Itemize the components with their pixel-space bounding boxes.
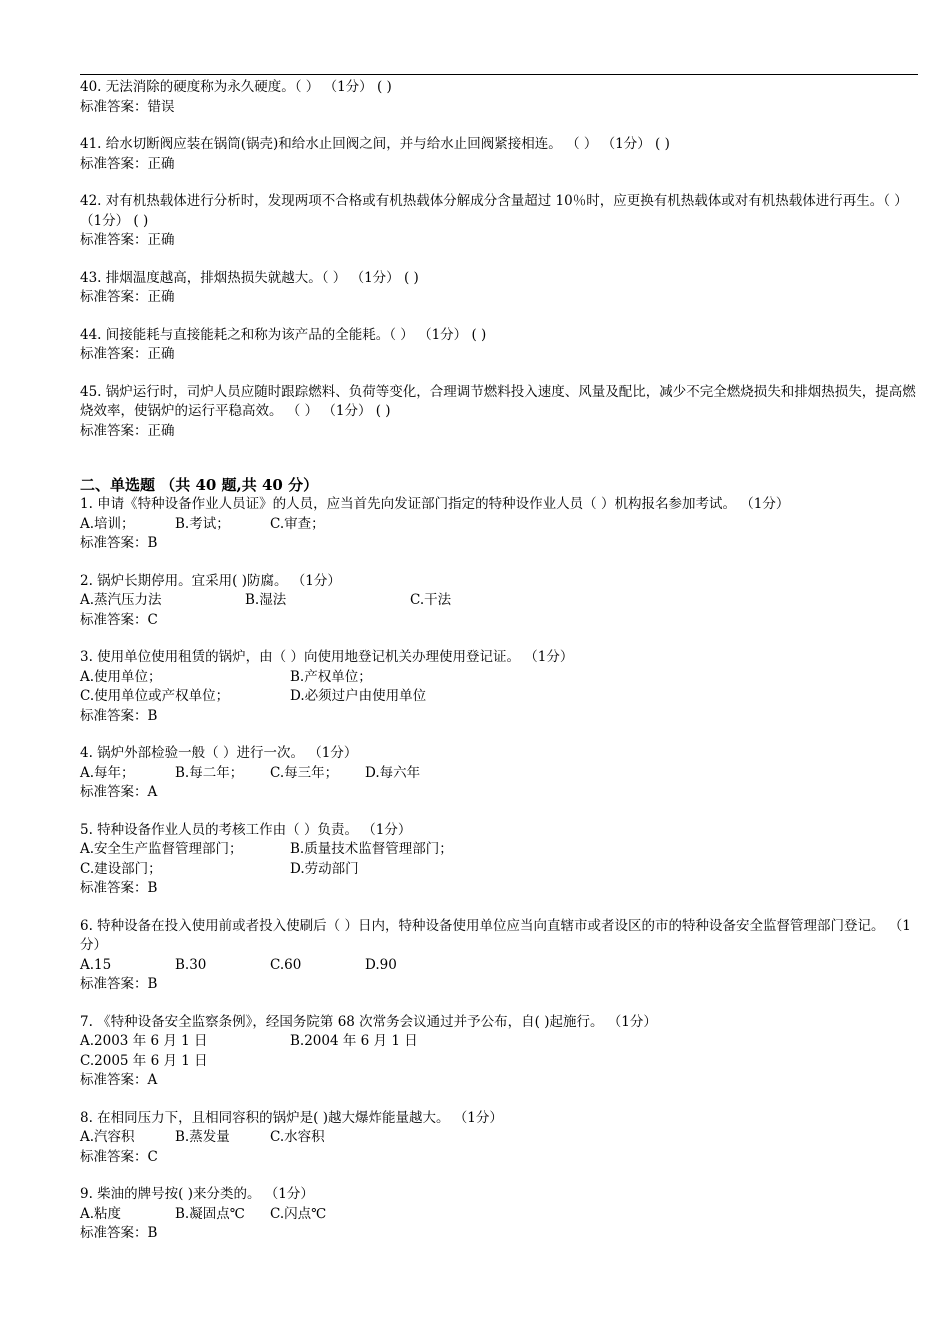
option-row	[80, 840, 918, 860]
standard-answer: 标准答案：错误	[80, 98, 175, 115]
standard-answer: 标准答案：C	[80, 611, 158, 628]
standard-answer: 标准答案：正确	[80, 422, 175, 439]
option: B.湿法	[245, 592, 287, 608]
judge-question	[80, 383, 918, 442]
judge-question	[80, 269, 918, 308]
option-row	[80, 1205, 918, 1225]
question-text: 44. 间接能耗与直接能耗之和称为该产品的全能耗。（ ） （1分） ( )	[80, 326, 487, 343]
standard-answer: 标准答案：B	[80, 535, 158, 551]
option: D.90	[365, 956, 397, 973]
option: A.15	[80, 956, 112, 973]
choice-question	[80, 495, 918, 554]
judge-question	[80, 78, 918, 117]
question-text: 4. 锅炉外部检验一般（ ）进行一次。 （1分）	[80, 745, 358, 761]
option: B.考试；	[175, 515, 230, 532]
choice-question	[80, 917, 918, 995]
option-row	[80, 956, 918, 976]
option: C.干法	[410, 592, 452, 608]
question-text: 6. 特种设备在投入使用前或者投入使刷后（ ）日内，特种设备使用单位应当向直辖市或者设区的市的特种设备安全监督管理部门登记。 （1分）	[80, 917, 911, 953]
option-row	[80, 1032, 918, 1052]
option-row	[80, 1052, 918, 1072]
question-text: 45. 锅炉运行时，司炉人员应随时跟踪燃料、负荷等变化，合理调节燃料投入速度、风量及配比，减少不完全燃烧损失和排烟热损失，提高燃烧效率，使锅炉的运行平稳高效。 （ ） （1分） ( )	[80, 383, 916, 419]
option-row	[80, 515, 918, 535]
standard-answer: 标准答案：正确	[80, 346, 175, 362]
judge-question-list	[80, 78, 918, 441]
option: C.建设部门；	[80, 860, 162, 877]
option: A.培训；	[80, 515, 135, 532]
option: D.每六年	[365, 764, 421, 781]
header-rule	[80, 74, 918, 75]
option: A.2003 年 6 月 1 日	[80, 1033, 208, 1049]
option: A.汽容积	[80, 1129, 135, 1145]
option-row	[80, 860, 918, 880]
judge-question	[80, 135, 918, 174]
choice-question	[80, 744, 918, 803]
option: B.产权单位；	[290, 668, 372, 685]
option: C.2005 年 6 月 1 日	[80, 1052, 208, 1069]
choice-question	[80, 1013, 918, 1091]
standard-answer: 标准答案：B	[80, 1225, 158, 1241]
option: A.安全生产监督管理部门；	[80, 841, 243, 857]
option: C.水容积	[270, 1129, 325, 1145]
choice-question	[80, 821, 918, 899]
choice-question-list	[80, 495, 918, 1244]
question-text: 42. 对有机热载体进行分析时，发现两项不合格或有机热载体分解成分含量超过 10％时，应更换有机热载体或对有机热载体进行再生。（ ） （1分） ( )	[80, 193, 908, 229]
question-text: 9. 柴油的牌号按( )来分类的。 （1分）	[80, 1186, 314, 1202]
question-text: 1. 申请《特种设备作业人员证》的人员，应当首先向发证部门指定的特种设作业人员（ ）机构报名参加考试。 （1分）	[80, 496, 790, 512]
standard-answer: 标准答案：B	[80, 976, 158, 992]
standard-answer: 标准答案：A	[80, 1072, 158, 1088]
option: B.30	[175, 956, 207, 973]
option: B.2004 年 6 月 1 日	[290, 1033, 418, 1049]
judge-question	[80, 192, 918, 251]
choice-question	[80, 648, 918, 726]
question-text: 40. 无法消除的硬度称为永久硬度。（ ） （1分） ( )	[80, 79, 392, 95]
option: B.凝固点℃	[175, 1205, 245, 1222]
option: B.蒸发量	[175, 1129, 230, 1145]
standard-answer: 标准答案：B	[80, 707, 158, 724]
option: C.60	[270, 956, 302, 973]
option: D.劳动部门	[290, 860, 359, 877]
option: A.蒸汽压力法	[80, 592, 162, 608]
standard-answer: 标准答案：正确	[80, 155, 175, 172]
section-title: 二、单选题 （共 40 题,共 40 分）	[80, 476, 319, 494]
standard-answer: 标准答案：正确	[80, 232, 175, 248]
option-row	[80, 668, 918, 688]
question-text: 43. 排烟温度越高，排烟热损失就越大。（ ） （1分） ( )	[80, 269, 419, 286]
option: C.审查；	[270, 515, 325, 532]
judge-question	[80, 326, 918, 365]
option: C.闪点℃	[270, 1205, 327, 1222]
option: B.每二年；	[175, 764, 244, 781]
option: C.使用单位或产权单位；	[80, 688, 230, 704]
standard-answer: 标准答案：正确	[80, 289, 175, 305]
question-text: 5. 特种设备作业人员的考核工作由（ ）负责。 （1分）	[80, 821, 412, 838]
option: C.每三年；	[270, 764, 339, 781]
question-text: 2. 锅炉长期停用。宜采用( )防腐。 （1分）	[80, 572, 341, 589]
document-body	[80, 78, 918, 1262]
choice-question	[80, 572, 918, 631]
question-text: 7. 《特种设备安全监察条例》，经国务院第 68 次常务会议通过并予公布，自( )起施行。 （1分）	[80, 1013, 657, 1030]
question-text: 8. 在相同压力下，且相同容积的锅炉是( )越大爆炸能量越大。 （1分）	[80, 1109, 503, 1126]
option: A.每年；	[80, 764, 135, 781]
choice-question	[80, 1185, 918, 1244]
option-row	[80, 1128, 918, 1148]
option: D.必须过户由使用单位	[290, 688, 427, 704]
option: A.使用单位；	[80, 668, 162, 685]
option-row	[80, 591, 918, 611]
standard-answer: 标准答案：B	[80, 880, 158, 896]
question-text: 3. 使用单位使用租赁的锅炉，由（ ）向使用地登记机关办理使用登记证。 （1分）	[80, 649, 574, 665]
choice-question	[80, 1109, 918, 1168]
standard-answer: 标准答案：A	[80, 784, 158, 800]
option: B.质量技术监督管理部门；	[290, 841, 453, 857]
option: A.粘度	[80, 1205, 122, 1222]
standard-answer: 标准答案：C	[80, 1148, 158, 1165]
option-row	[80, 764, 918, 784]
question-text: 41. 给水切断阀应装在锅筒(锅壳)和给水止回阀之间，并与给水止回阀紧接相连。 （ ） （1分） ( )	[80, 136, 670, 152]
option-row	[80, 687, 918, 707]
